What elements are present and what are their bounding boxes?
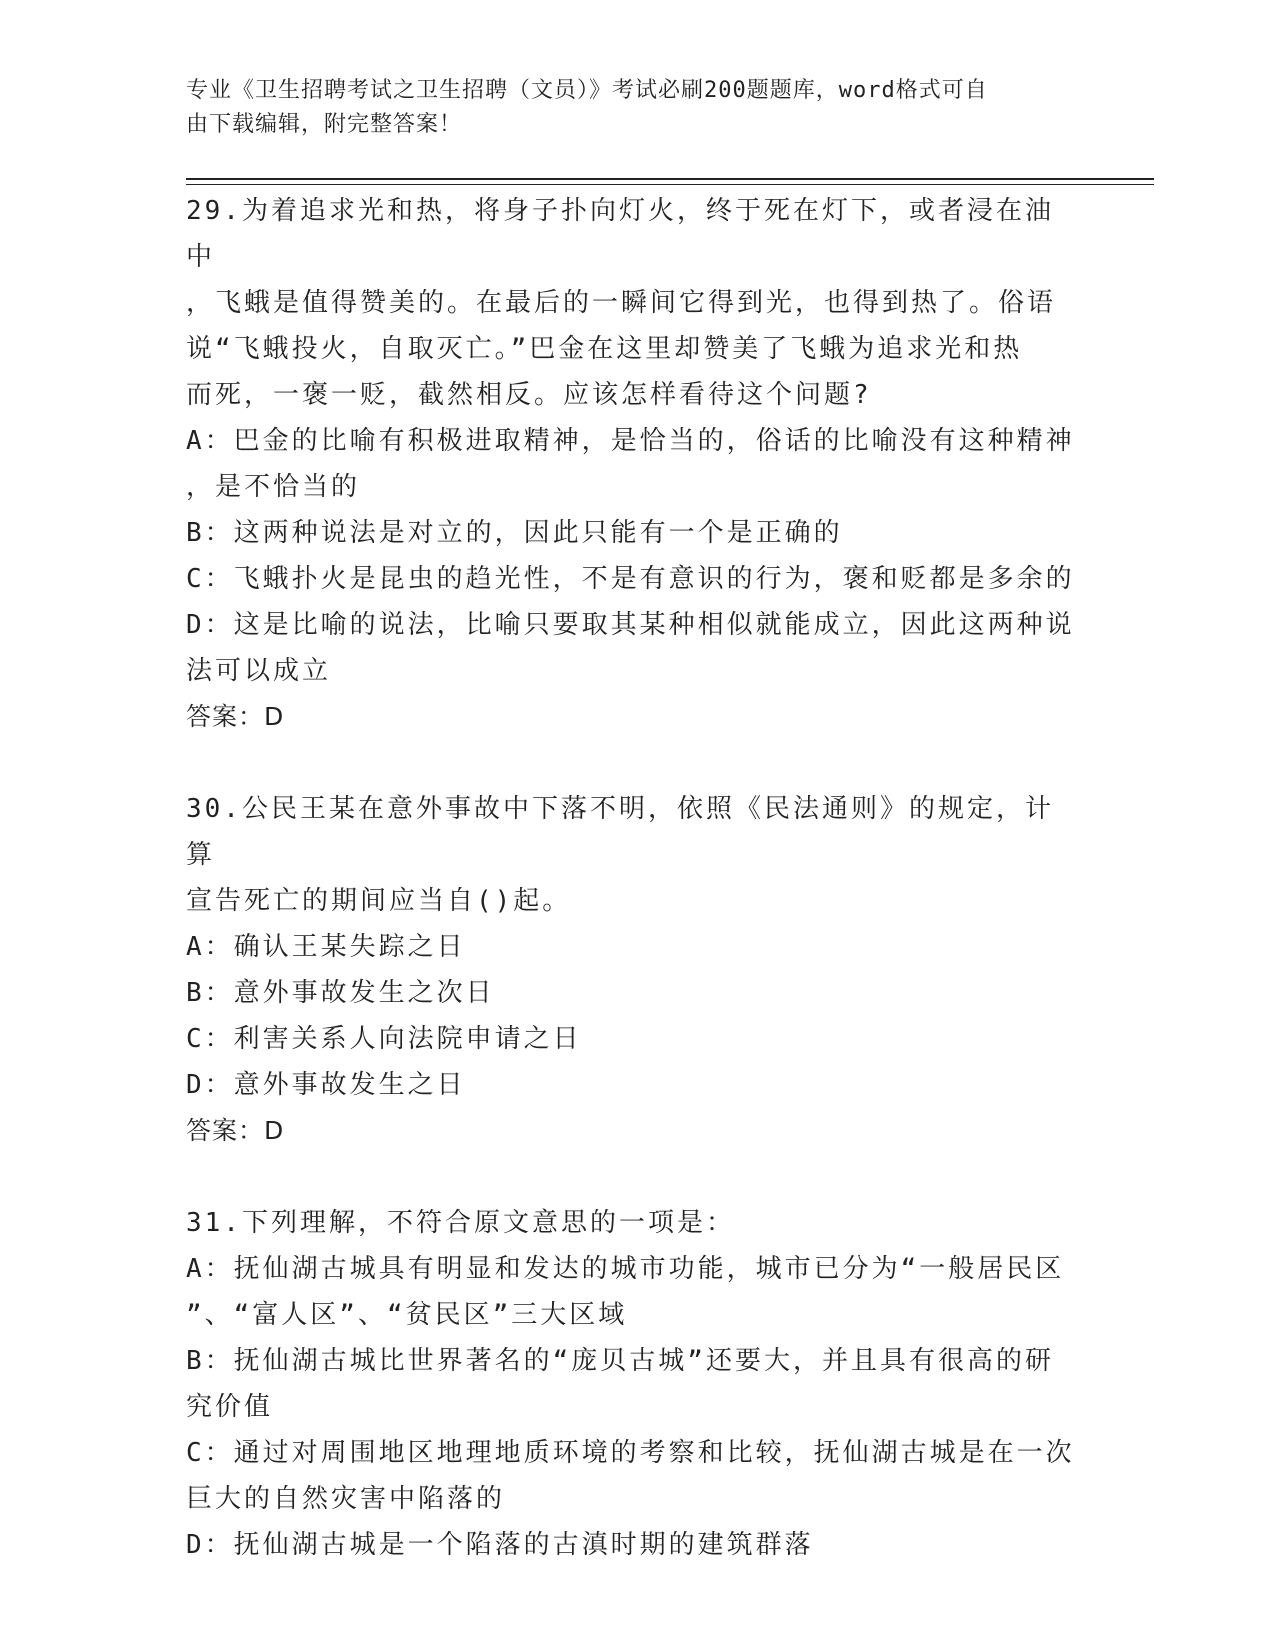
option-a: A：确认王某失踪之日 [186, 932, 466, 962]
question-text-line: 29.为着追求光和热，将身子扑向灯火，终于死在灯下，或者浸在油中 [186, 196, 1054, 272]
option-a-cont: ，是不恰当的 [186, 472, 361, 502]
document-header [186, 74, 1076, 142]
question-29 [186, 188, 1076, 740]
question-text-line: 而死，一褒一贬，截然相反。应该怎样看待这个问题? [186, 380, 872, 410]
option-d: D：抚仙湖古城是一个陷落的古滇时期的建筑群落 [186, 1530, 814, 1560]
option-b: B：抚仙湖古城比世界著名的“庞贝古城”还要大，并且具有很高的研 [186, 1346, 1054, 1376]
question-text-line: 30.公民王某在意外事故中下落不明，依照《民法通则》的规定，计算 [186, 794, 1054, 870]
question-text-line: 31.下列理解，不符合原文意思的一项是： [186, 1208, 735, 1238]
answer-label: 答案：D [186, 702, 285, 731]
question-31 [186, 1200, 1076, 1568]
question-list [186, 188, 1076, 1614]
option-a: A：巴金的比喻有积极进取精神，是恰当的，俗话的比喻没有这种精神 [186, 426, 1075, 456]
header-line-1: 专业《卫生招聘考试之卫生招聘（文员）》考试必刷200题题库，word格式可自 [186, 78, 988, 103]
header-line-2: 由下载编辑，附完整答案！ [186, 112, 463, 137]
question-text-line: 宣告死亡的期间应当自()起。 [186, 886, 572, 916]
option-d: D：这是比喻的说法，比喻只要取其某种相似就能成立，因此这两种说 [186, 610, 1075, 640]
option-a: A：抚仙湖古城具有明显和发达的城市功能，城市已分为“一般居民区 [186, 1254, 1065, 1284]
option-d-cont: 法可以成立 [186, 656, 332, 686]
option-c-cont: 巨大的自然灾害中陷落的 [186, 1484, 506, 1514]
header-divider-thick [186, 178, 1154, 180]
header-divider-thin [186, 184, 1154, 185]
option-b-cont: 究价值 [186, 1392, 274, 1422]
question-text-line: 说“飞蛾投火，自取灭亡。”巴金在这里却赞美了飞蛾为追求光和热 [186, 334, 1023, 364]
option-b: B：意外事故发生之次日 [186, 978, 495, 1008]
option-d: D：意外事故发生之日 [186, 1070, 466, 1100]
question-30 [186, 786, 1076, 1154]
question-text-line: ，飞蛾是值得赞美的。在最后的一瞬间它得到光，也得到热了。俗语 [186, 288, 1057, 318]
option-c: C：通过对周围地区地理地质环境的考察和比较，抚仙湖古城是在一次 [186, 1438, 1075, 1468]
option-b: B：这两种说法是对立的，因此只能有一个是正确的 [186, 518, 843, 548]
option-c: C：飞蛾扑火是昆虫的趋光性，不是有意识的行为，褒和贬都是多余的 [186, 564, 1075, 594]
option-a-cont: ”、“富人区”、“贫民区”三大区域 [186, 1300, 628, 1330]
option-c: C：利害关系人向法院申请之日 [186, 1024, 582, 1054]
answer-label: 答案：D [186, 1116, 285, 1145]
